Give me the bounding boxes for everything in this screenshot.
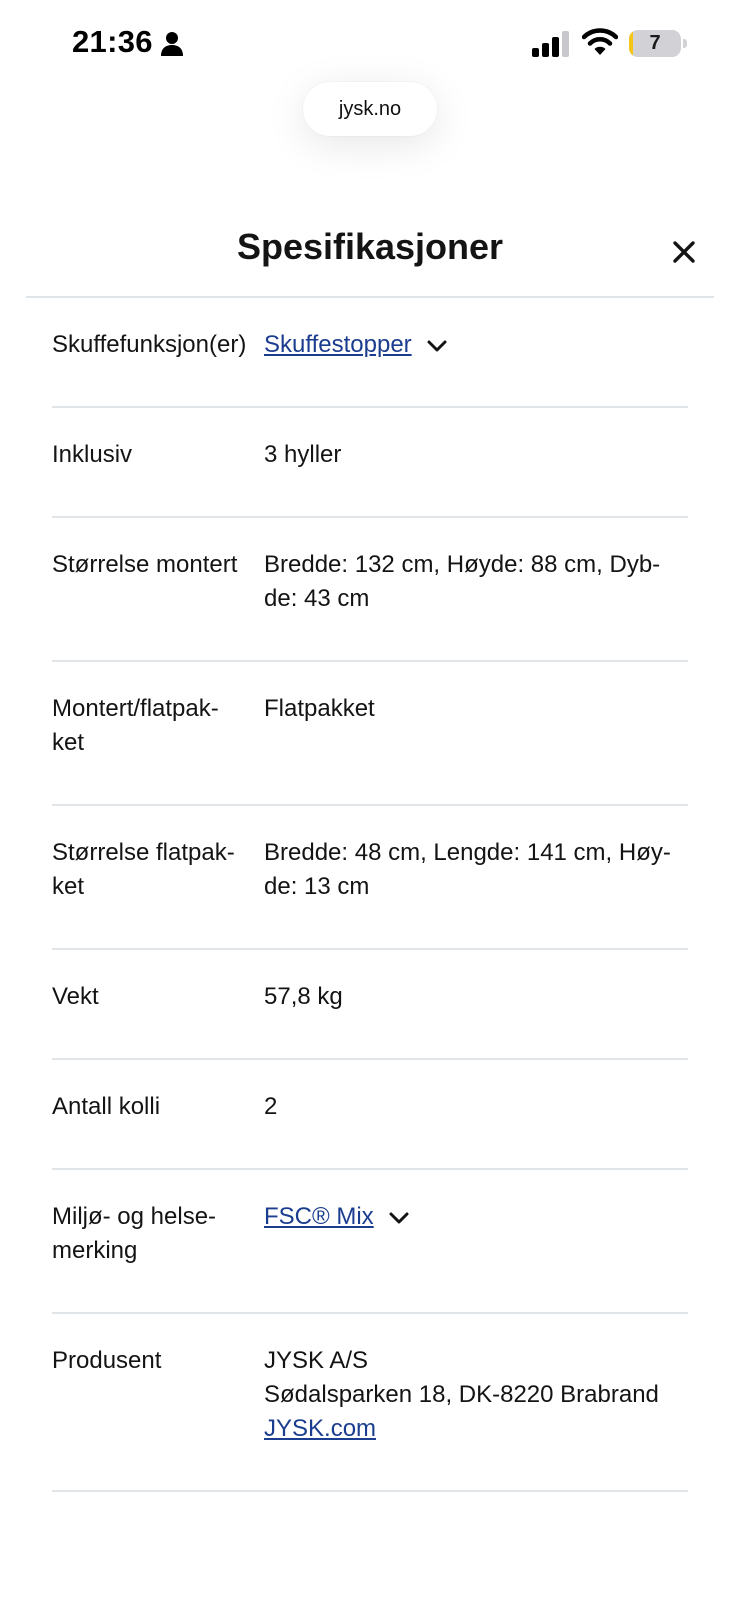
spec-value (264, 1344, 688, 1446)
spec-value: 3 hyller (264, 441, 342, 468)
spec-value-line: JYSK A/S (264, 1347, 369, 1374)
spec-row-package-count (52, 1060, 688, 1170)
spec-label-line: ket (52, 729, 85, 756)
spec-row-weight (52, 950, 688, 1060)
spec-list (52, 298, 688, 1492)
battery-level-text: 7 (649, 32, 661, 54)
spec-label-line: Størrelse flatpak- (52, 839, 235, 866)
spec-value-link[interactable]: Skuffestopper (264, 331, 412, 358)
spec-label-line: Montert/flatpak- (52, 695, 219, 722)
close-button[interactable] (668, 236, 700, 268)
spec-value-link[interactable]: FSC® Mix (264, 1203, 374, 1230)
chevron-down-icon[interactable] (426, 339, 448, 353)
spec-value-line: Bredde: 48 cm, Lengde: 141 cm, Høy- (264, 839, 671, 866)
spec-label (52, 836, 264, 904)
battery-cap (683, 39, 687, 48)
spec-value: Flatpakket (264, 695, 375, 722)
close-icon (673, 241, 695, 263)
signal-icon (532, 31, 572, 57)
chevron-down-icon[interactable] (388, 1211, 410, 1225)
spec-row-eco-label (52, 1170, 688, 1314)
spec-label-line: ket (52, 873, 85, 900)
spec-label: Produsent (52, 1347, 162, 1374)
url-bar[interactable]: jysk.no (303, 82, 437, 136)
spec-value-line: Bredde: 132 cm, Høyde: 88 cm, Dyb- (264, 551, 661, 578)
spec-row-size-assembled (52, 518, 688, 662)
spec-value-line: Sødalsparken 18, DK-8220 Brabrand (264, 1381, 659, 1408)
spec-label: Skuffefunksjon(er) (52, 331, 247, 358)
spec-row-assembled-flatpacked (52, 662, 688, 806)
spec-label: Inklusiv (52, 441, 133, 468)
manufacturer-website-link[interactable]: JYSK.com (264, 1415, 377, 1442)
spec-value (264, 548, 688, 616)
spec-value: 57,8 kg (264, 983, 343, 1010)
spec-label (52, 1200, 264, 1268)
spec-row-size-flatpacked (52, 806, 688, 950)
status-time: 21:36 (72, 24, 153, 59)
spec-row-manufacturer (52, 1314, 688, 1492)
person-icon (160, 31, 184, 57)
panel-title: Spesifikasjoner (236, 226, 504, 267)
spec-label: Størrelse montert (52, 551, 238, 578)
spec-label (52, 692, 264, 760)
wifi-icon (582, 28, 618, 56)
spec-label-line: merking (52, 1237, 138, 1264)
spec-value (264, 836, 688, 904)
spec-value (264, 328, 688, 362)
spec-row-drawer-function (52, 298, 688, 408)
spec-label-line: Miljø- og helse- (52, 1203, 217, 1230)
spec-value-line: de: 43 cm (264, 585, 370, 612)
spec-value: 2 (264, 1093, 278, 1120)
battery-icon (629, 30, 681, 57)
status-bar (0, 0, 740, 90)
spec-label: Antall kolli (52, 1093, 161, 1120)
spec-value (264, 1200, 688, 1268)
spec-label: Vekt (52, 983, 99, 1010)
spec-value-line: de: 13 cm (264, 873, 370, 900)
spec-row-included (52, 408, 688, 518)
